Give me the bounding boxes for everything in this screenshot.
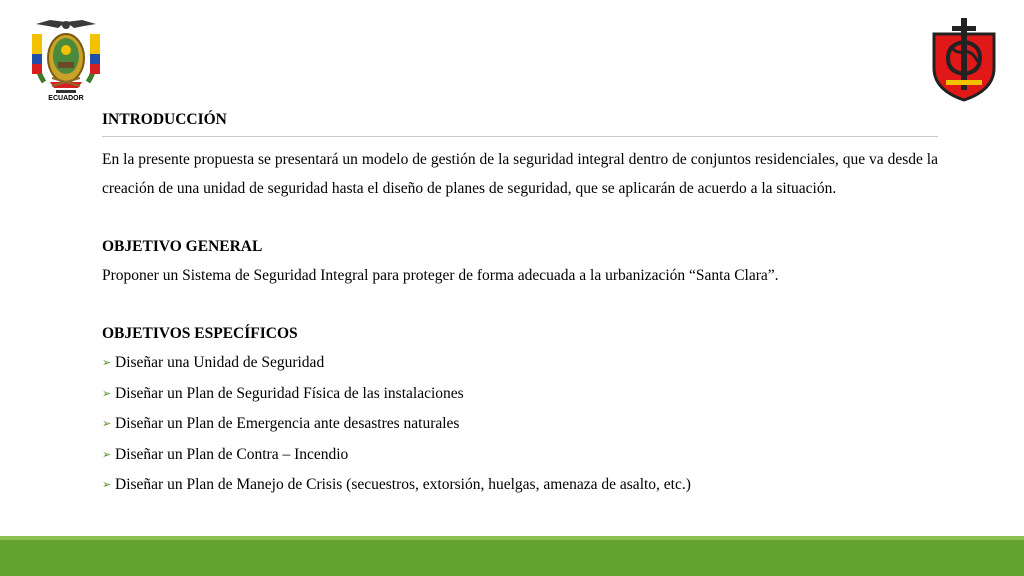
ecuador-coat-of-arms-logo	[22, 16, 110, 104]
objetivo-general-heading: OBJETIVO GENERAL	[102, 238, 263, 255]
list-item	[102, 409, 938, 440]
introduccion-text: En la presente propuesta se presentará un modelo de gestión de la seguridad integral dentro de conjuntos residenciales, que va desde la creación de una unidad de seguridad hasta el diseño de planes de seguridad, que se aplicarán de acuerdo a la situación.	[102, 151, 938, 197]
arrow-bullet-icon: ➢	[102, 357, 112, 369]
list-item	[102, 379, 938, 410]
main-content	[102, 110, 938, 501]
list-item-text: Diseñar una Unidad de Seguridad	[115, 354, 325, 371]
introduccion-heading: INTRODUCCIÓN	[102, 111, 227, 128]
list-item-text: Diseñar un Plan de Contra – Incendio	[115, 445, 349, 463]
red-shield-emblem-logo	[928, 16, 1000, 102]
list-item	[102, 348, 938, 379]
heading-divider	[102, 136, 938, 137]
section-spacer	[102, 203, 938, 232]
footer-bar	[0, 540, 1024, 576]
arrow-bullet-icon: ➢	[102, 448, 112, 461]
list-item-text: Diseñar un Plan de Manejo de Crisis (secuestros, extorsión, huelgas, amenaza de asalto, etc.)	[115, 476, 691, 493]
objetivos-especificos-heading: OBJETIVOS ESPECÍFICOS	[102, 325, 298, 342]
arrow-bullet-icon: ➢	[102, 418, 112, 430]
objetivos-list	[102, 348, 938, 501]
list-item	[102, 470, 938, 501]
list-item-text: Diseñar un Plan de Seguridad Física de las instalaciones	[115, 384, 464, 402]
section-spacer	[102, 290, 938, 319]
list-item-text: Diseñar un Plan de Emergencia ante desastres naturales	[115, 415, 460, 432]
ecuador-caption: ECUADOR	[48, 95, 84, 102]
objetivo-general-text: Proponer un Sistema de Seguridad Integral para proteger de forma adecuada a la urbanización “Santa Clara”.	[102, 267, 779, 284]
arrow-bullet-icon: ➢	[102, 387, 112, 400]
arrow-bullet-icon: ➢	[102, 479, 112, 491]
list-item	[102, 440, 938, 471]
